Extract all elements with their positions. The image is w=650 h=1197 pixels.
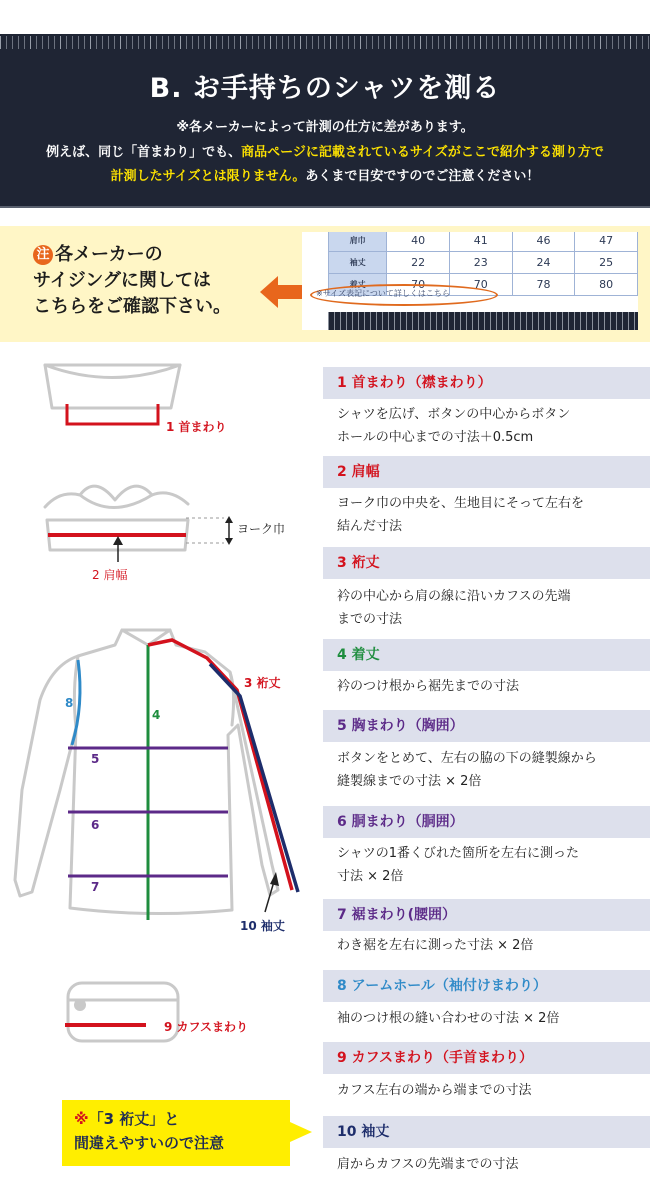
item-4-description: 衿のつけ根から裾先までの寸法 — [337, 679, 520, 694]
item-6-description: シャツの1番くびれた箇所を左右に測った 寸法 × 2倍 — [337, 846, 580, 884]
item-10-heading: 10 袖丈 — [323, 1116, 650, 1148]
item-9-description: カフス左右の端から端までの寸法 — [337, 1083, 532, 1098]
item-8-description: 袖のつけ根の縫い合わせの寸法 × 2倍 — [337, 1011, 560, 1026]
header-banner — [0, 34, 650, 208]
item-7-description: わき裾を左右に測った寸法 × 2倍 — [337, 938, 534, 953]
ruler-decoration — [328, 312, 638, 330]
header-note: ※各メーカーによって計測の仕方に差があります。 — [176, 120, 474, 135]
label-sleeve-length: 3 裄丈 — [244, 676, 281, 690]
label-yoke: ヨーク巾 — [237, 522, 286, 536]
label-shoulder: 2 肩幅 — [92, 568, 128, 582]
table-row: 袖丈 22 23 24 25 — [329, 252, 638, 274]
item-3-description: 衿の中心から肩の線に沿いカフスの先端 までの寸法 — [337, 589, 571, 627]
size-table-thumbnail[interactable] — [302, 232, 638, 330]
caution-line-1: ※「3 裄丈」と — [74, 1110, 180, 1128]
arrow-left-icon — [260, 276, 306, 308]
label-body-length: 4 — [152, 708, 161, 722]
item-4-heading: 4 着丈 — [323, 639, 650, 671]
item-5-description: ボタンをとめて、左右の脇の下の縫製線から 縫製線までの寸法 × 2倍 — [337, 751, 597, 789]
label-hem: 7 — [91, 880, 100, 894]
item-6-heading: 6 胴まわり（胴囲） — [323, 806, 650, 838]
label-armhole: 8 — [65, 696, 74, 710]
item-1-description: シャツを広げ、ボタンの中心からボタン ホールの中心までの寸法＋0.5cm — [337, 407, 571, 445]
label-waist: 6 — [91, 818, 100, 832]
page-title: B. お手持ちのシャツを測る — [149, 73, 501, 104]
header-line-3: 計測したサイズとは限りません。あくまで目安ですのでご注意ください！ — [110, 169, 540, 184]
ruler-decoration — [0, 34, 650, 49]
header-line-2: 例えば、同じ「首まわり」でも、商品ページに記載されているサイズがここで紹介する測り方で — [46, 145, 604, 160]
item-3-heading: 3 裄丈 — [323, 547, 650, 579]
label-neck: 1 首まわり — [166, 420, 227, 434]
item-2-heading: 2 肩幅 — [323, 456, 650, 488]
notice-text: 注 各メーカーの サイジングに関しては こちらをご確認下さい。 — [33, 244, 231, 317]
label-chest: 5 — [91, 752, 100, 766]
size-info-link[interactable]: ※サイズ表記について詳しくはこちら — [316, 289, 450, 298]
item-8-heading: 8 アームホール（袖付けまわり） — [323, 970, 650, 1002]
measurement-diagrams — [0, 342, 320, 1102]
item-2-description: ヨーク巾の中央を、生地目にそって左右を 結んだ寸法 — [337, 496, 585, 534]
label-sleeve: 10 袖丈 — [240, 919, 285, 933]
table-row: 着丈 70 70 78 80 — [329, 274, 638, 296]
label-cuff: 9 カフスまわり — [164, 1020, 249, 1034]
caution-line-2: 間違えやすいので注意 — [74, 1134, 225, 1152]
item-10-description: 肩からカフスの先端までの寸法 — [337, 1157, 519, 1172]
item-7-heading: 7 裾まわり(腰囲） — [323, 899, 650, 931]
item-5-heading: 5 胸まわり（胸囲） — [323, 710, 650, 742]
caution-callout — [62, 1100, 290, 1166]
table-row: 肩巾 40 41 46 47 — [329, 232, 638, 252]
caution-badge-icon: 注 — [33, 245, 53, 265]
item-1-heading: 1 首まわり（襟まわり） — [323, 367, 650, 399]
item-9-heading: 9 カフスまわり（手首まわり） — [323, 1042, 650, 1074]
